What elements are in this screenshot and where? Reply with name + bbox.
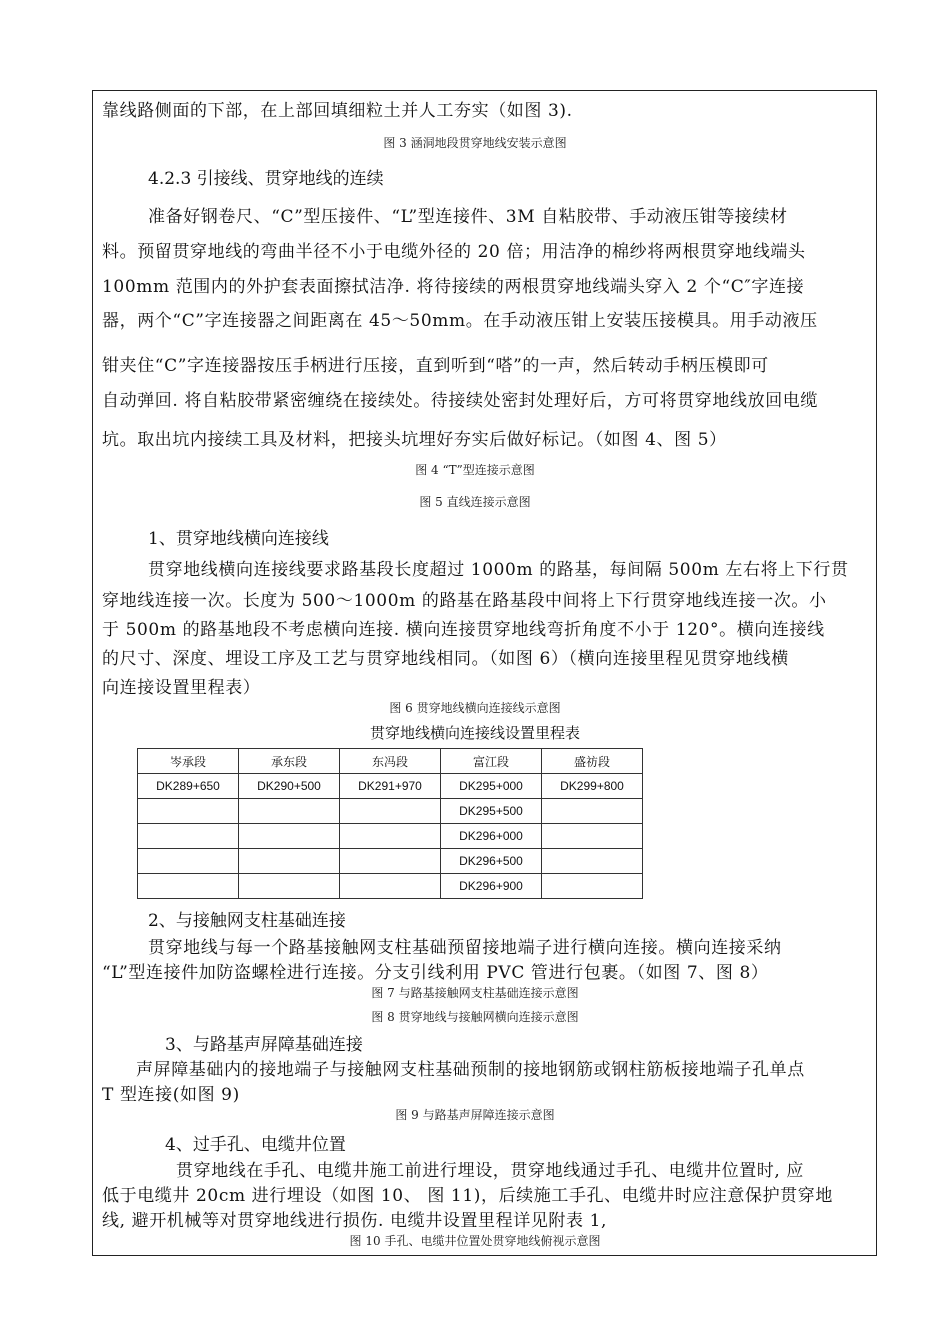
table-cell — [542, 824, 643, 849]
text-line: 线, 避开机械等对贯穿地线进行损伤. 电缆井设置里程详见附表 1, — [102, 1211, 608, 1231]
text-line: 自动弹回. 将自粘胶带紧密缠绕在接续处。待接续处密封处理好后，方可将贯穿地线放回电缆 — [102, 391, 819, 411]
text-line: 低于电缆井 20cm 进行埋设（如图 10、 图 11)，后续施工手孔、电缆井时应注意保护贯穿地 — [102, 1186, 833, 1206]
text-line: 准备好钢卷尺、“C”型压接件、“L”型连接件、3M 自粘胶带、手动液压钳等接续材 — [148, 207, 788, 227]
text-line: 声屏障基础内的接地端子与接触网支柱基础预制的接地钢筋或钢柱筋板接地端子孔单点 — [136, 1060, 805, 1080]
table-row — [138, 849, 643, 874]
figure-caption-5: 图 5 直线连接示意图 — [419, 495, 531, 509]
section-heading-3: 3、与路基声屏障基础连接 — [165, 1035, 363, 1055]
text-line: 坑。取出坑内接续工具及材料，把接头坑埋好夯实后做好标记。（如图 4、图 5） — [102, 430, 727, 450]
table-cell — [138, 849, 239, 874]
table-cell — [239, 849, 340, 874]
table-header-cell: 岑承段 — [138, 749, 239, 774]
section-heading-4-2-3: 4.2.3 引接线、贯穿地线的连续 — [148, 169, 384, 189]
text-line: 靠线路侧面的下部，在上部回填细粒土并人工夯实（如图 3). — [102, 101, 573, 121]
table-cell: DK290+500 — [239, 774, 340, 799]
table-row — [138, 774, 643, 799]
table-cell — [239, 874, 340, 899]
table-cell: DK299+800 — [542, 774, 643, 799]
mileage-table — [137, 748, 643, 899]
table-cell: DK296+000 — [441, 824, 542, 849]
figure-caption-7: 图 7 与路基接触网支柱基础连接示意图 — [371, 986, 579, 1000]
table-cell: DK296+900 — [441, 874, 542, 899]
section-heading-1: 1、贯穿地线横向连接线 — [148, 529, 329, 549]
table-cell: DK291+970 — [340, 774, 441, 799]
table-cell — [340, 874, 441, 899]
text-line: 料。预留贯穿地线的弯曲半径不小于电缆外径的 20 倍；用洁净的棉纱将两根贯穿地线端头 — [102, 242, 806, 262]
text-line: 贯穿地线与每一个路基接触网支柱基础预留接地端子进行横向连接。横向连接采纳 — [148, 938, 782, 958]
text-line: “L”型连接件加防盗螺栓进行连接。分支引线利用 PVC 管进行包裹。（如图 7、图 8） — [102, 963, 769, 983]
figure-caption-10: 图 10 手孔、电缆井位置处贯穿地线俯视示意图 — [349, 1234, 601, 1248]
table-header-cell: 盛祊段 — [542, 749, 643, 774]
table-cell — [542, 874, 643, 899]
table-cell — [340, 799, 441, 824]
table-cell — [340, 849, 441, 874]
text-line: 100mm 范围内的外护套表面擦拭洁净. 将待接续的两根贯穿地线端头穿入 2 个“C″字连接 — [102, 277, 805, 297]
text-line: 器，两个“C”字连接器之间距离在 45～50mm。在手动液压钳上安装压接模具。用手动液压 — [102, 311, 818, 331]
table-header-cell: 东冯段 — [340, 749, 441, 774]
table-cell — [138, 824, 239, 849]
text-line: 的尺寸、深度、埋设工序及工艺与贯穿地线相同。（如图 6）（横向连接里程见贯穿地线横 — [102, 649, 789, 669]
text-line: T 型连接(如图 9) — [102, 1085, 240, 1105]
text-line: 向连接设置里程表） — [102, 678, 261, 698]
figure-caption-8: 图 8 贯穿地线与接触网横向连接示意图 — [371, 1010, 579, 1024]
table-cell: DK289+650 — [138, 774, 239, 799]
table-cell — [542, 849, 643, 874]
table-row — [138, 799, 643, 824]
figure-caption-3: 图 3 涵洞地段贯穿地线安装示意图 — [383, 136, 567, 150]
text-line: 于 500m 的路基地段不考虑横向连接. 横向连接贯穿地线弯折角度不小于 120°。横向连接线 — [102, 620, 825, 640]
table-row — [138, 874, 643, 899]
table-title: 贯穿地线横向连接线设置里程表 — [369, 724, 580, 742]
text-line: 贯穿地线横向连接线要求路基段长度超过 1000m 的路基，每间隔 500m 左右将上下行贯 — [148, 560, 849, 580]
table-cell — [239, 799, 340, 824]
table-header-cell: 承东段 — [239, 749, 340, 774]
figure-caption-4: 图 4 “T”型连接示意图 — [415, 463, 535, 477]
table-cell — [542, 799, 643, 824]
figure-caption-6: 图 6 贯穿地线横向连接线示意图 — [389, 701, 561, 715]
text-line: 穿地线连接一次。长度为 500～1000m 的路基在路基段中间将上下行贯穿地线连接一次。小 — [102, 591, 827, 611]
figure-caption-9: 图 9 与路基声屏障连接示意图 — [395, 1108, 555, 1122]
section-heading-4: 4、过手孔、电缆井位置 — [165, 1135, 346, 1155]
section-heading-2: 2、与接触网支柱基础连接 — [148, 911, 346, 931]
text-line: 钳夹住“C”字连接器按压手柄进行压接，直到听到“嗒”的一声，然后转动手柄压模即可 — [102, 356, 769, 376]
table-cell: DK296+500 — [441, 849, 542, 874]
table-cell — [340, 824, 441, 849]
table-header-cell: 富江段 — [441, 749, 542, 774]
table-cell — [138, 799, 239, 824]
table-cell — [239, 824, 340, 849]
table-row — [138, 824, 643, 849]
table-header-row — [138, 749, 643, 774]
text-line: 贯穿地线在手孔、电缆井施工前进行埋设，贯穿地线通过手孔、电缆井位置时, 应 — [176, 1161, 805, 1181]
table-cell: DK295+000 — [441, 774, 542, 799]
table-cell: DK295+500 — [441, 799, 542, 824]
table-cell — [138, 874, 239, 899]
